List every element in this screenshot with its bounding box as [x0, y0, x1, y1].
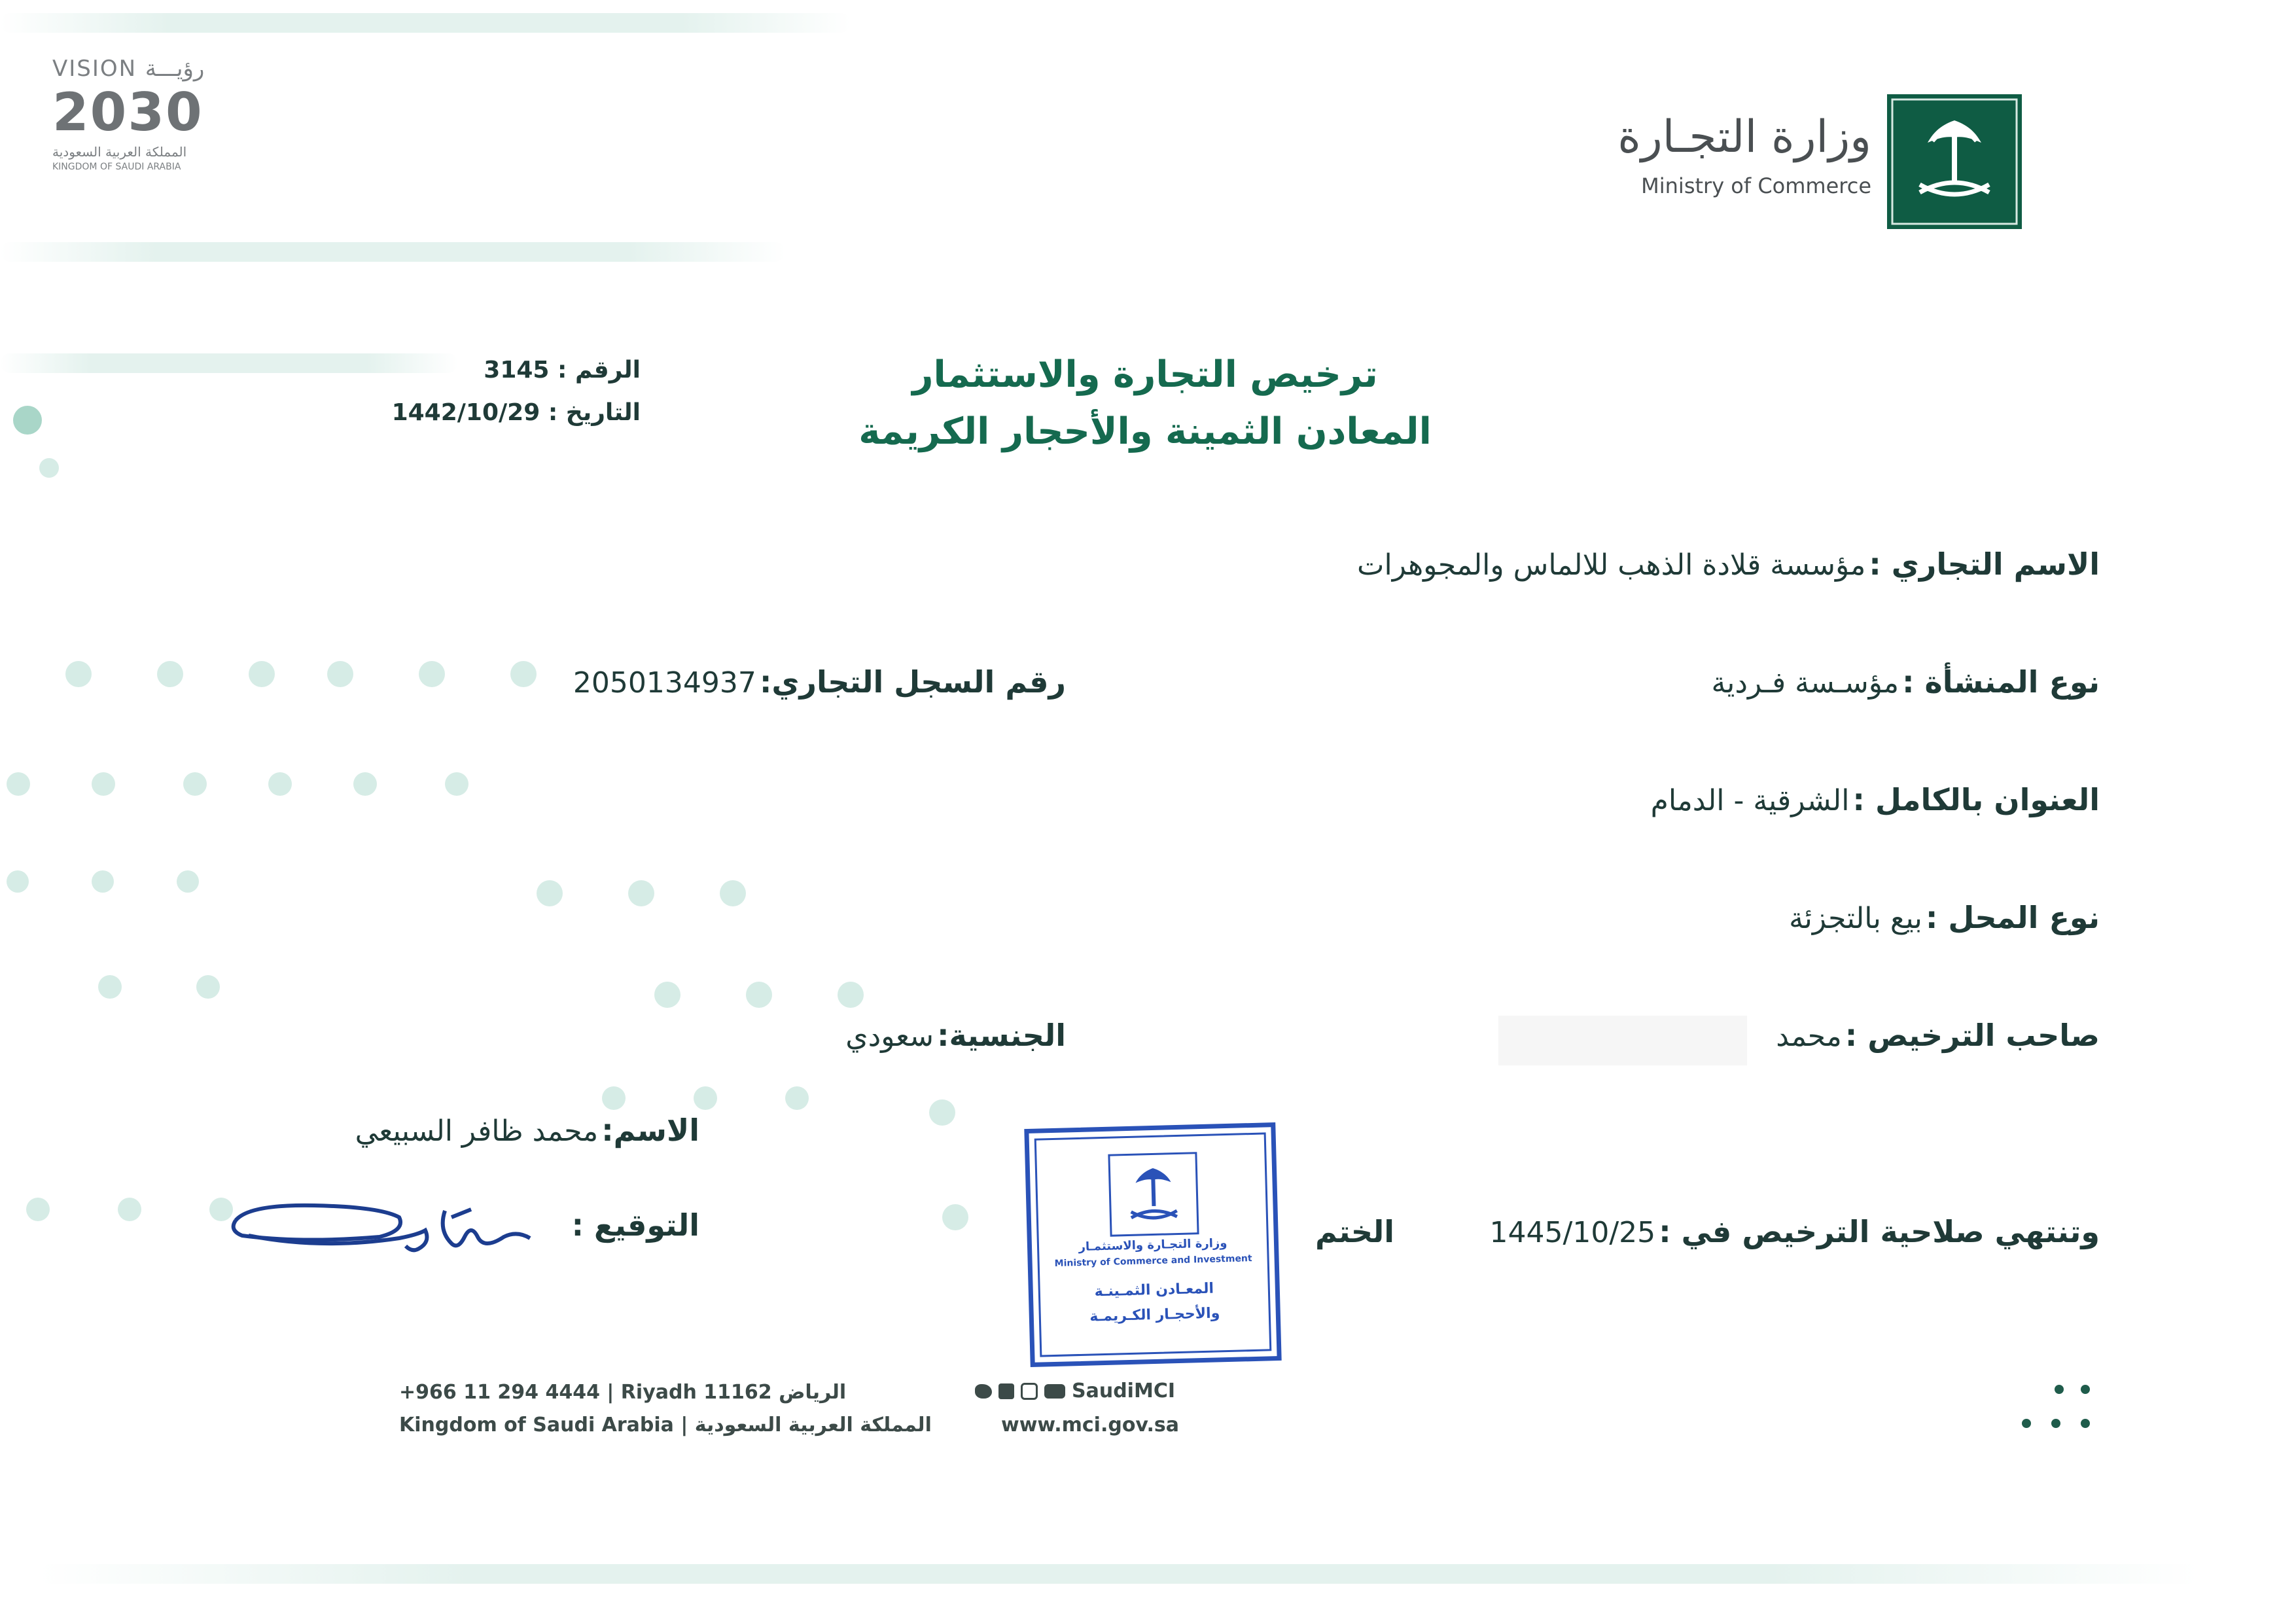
- stamp-line-2: Ministry of Commerce and Investment: [1054, 1253, 1252, 1269]
- trade-name-row: [1357, 546, 2100, 582]
- official-stamp: [1024, 1122, 1281, 1367]
- ministry-logo: [1617, 92, 2028, 236]
- stamp-line-1: وزارة التجـارة والاستثمـار: [1078, 1236, 1227, 1254]
- vision-top-line: VISION رؤيـــة: [52, 56, 205, 82]
- youtube-icon: [1044, 1384, 1065, 1399]
- saudi-emblem-icon: [1887, 94, 2022, 229]
- address-label: العنوان بالكامل :: [1852, 782, 2100, 817]
- trade-name-value: مؤسسة قلادة الذهب للالماس والمجوهرات: [1357, 548, 1866, 582]
- entity-type-row: [1712, 664, 2100, 700]
- date-value: 1442/10/29: [391, 399, 540, 426]
- expiry-row: [1490, 1214, 2100, 1249]
- facebook-icon: [998, 1383, 1014, 1399]
- nationality-value: سعودي: [845, 1020, 934, 1053]
- cr-number-value: 2050134937: [573, 666, 756, 700]
- signatory-name-value: محمد ظافر السبيعي: [355, 1115, 599, 1148]
- number-value: 3145: [484, 357, 550, 383]
- shop-type-row: [1789, 900, 2100, 935]
- social-handle: SaudiMCI: [1072, 1380, 1175, 1402]
- address-row: [1651, 782, 2100, 817]
- ministry-english-name: Ministry of Commerce: [1641, 173, 1871, 198]
- stamp-label: الختم: [1315, 1214, 1395, 1249]
- vision-english-sub: KINGDOM OF SAUDI ARABIA: [52, 162, 181, 172]
- owner-value: محمد: [1776, 1020, 1842, 1053]
- entity-type-value: مؤسـسة فـردية: [1711, 666, 1899, 700]
- trade-name-label: الاسم التجاري :: [1869, 546, 2100, 582]
- title-line-2: المعادن الثمينة والأحجار الكريمة: [858, 410, 1432, 453]
- vision-2030-logo: [52, 56, 249, 173]
- stamp-line-4: والأحجـار الكـريمـة: [1089, 1305, 1220, 1325]
- twitter-icon: [975, 1384, 992, 1399]
- signature-label: التوقيع :: [571, 1207, 699, 1243]
- shop-type-label: نوع المحل :: [1925, 900, 2100, 935]
- cr-number-row: [573, 664, 1066, 700]
- ministry-arabic-name: وزارة التجـارة: [1617, 111, 1871, 163]
- footer-country-line: Kingdom of Saudi Arabia | المملكة العربية السعودية: [399, 1414, 932, 1436]
- signatory-name-label: الاسم:: [601, 1113, 699, 1148]
- entity-type-label: نوع المنشأة :: [1902, 664, 2100, 700]
- owner-row: [1776, 1018, 2100, 1053]
- footer-social: [975, 1380, 1175, 1402]
- date-label: التاريخ :: [548, 399, 641, 426]
- stamp-line-3: المعـادن الثمـينـة: [1094, 1280, 1214, 1300]
- instagram-icon: [1021, 1383, 1038, 1400]
- signatory-name-row: [355, 1113, 699, 1148]
- shop-type-value: بيع بالتجزئة: [1789, 902, 1922, 935]
- title-line-1: ترخيص التجارة والاستثمار: [912, 353, 1378, 396]
- nationality-row: [845, 1018, 1066, 1053]
- number-label: الرقم :: [557, 357, 641, 383]
- stamp-emblem-icon: [1108, 1152, 1199, 1237]
- expiry-label: وتنتهي صلاحية الترخيص في :: [1659, 1214, 2100, 1249]
- owner-label: صاحب الترخيص :: [1845, 1018, 2100, 1053]
- vision-year: 2030: [52, 82, 203, 143]
- doc-number-block: [484, 357, 641, 383]
- owner-redaction: [1498, 1016, 1747, 1065]
- cr-number-label: رقم السجل التجاري:: [759, 664, 1066, 700]
- doc-date-block: [392, 399, 641, 426]
- handwritten-signature: [222, 1191, 537, 1270]
- nationality-label: الجنسية:: [937, 1018, 1066, 1053]
- expiry-value: 1445/10/25: [1489, 1216, 1656, 1249]
- footer-website[interactable]: www.mci.gov.sa: [1001, 1414, 1180, 1436]
- license-title: [785, 353, 1505, 453]
- vision-arabic-sub: المملكة العربية السعودية: [52, 144, 187, 160]
- address-value: الشرقية - الدمام: [1650, 784, 1850, 817]
- footer-phone-line: +966 11 294 4444 | Riyadh 11162 الرياض: [399, 1381, 847, 1404]
